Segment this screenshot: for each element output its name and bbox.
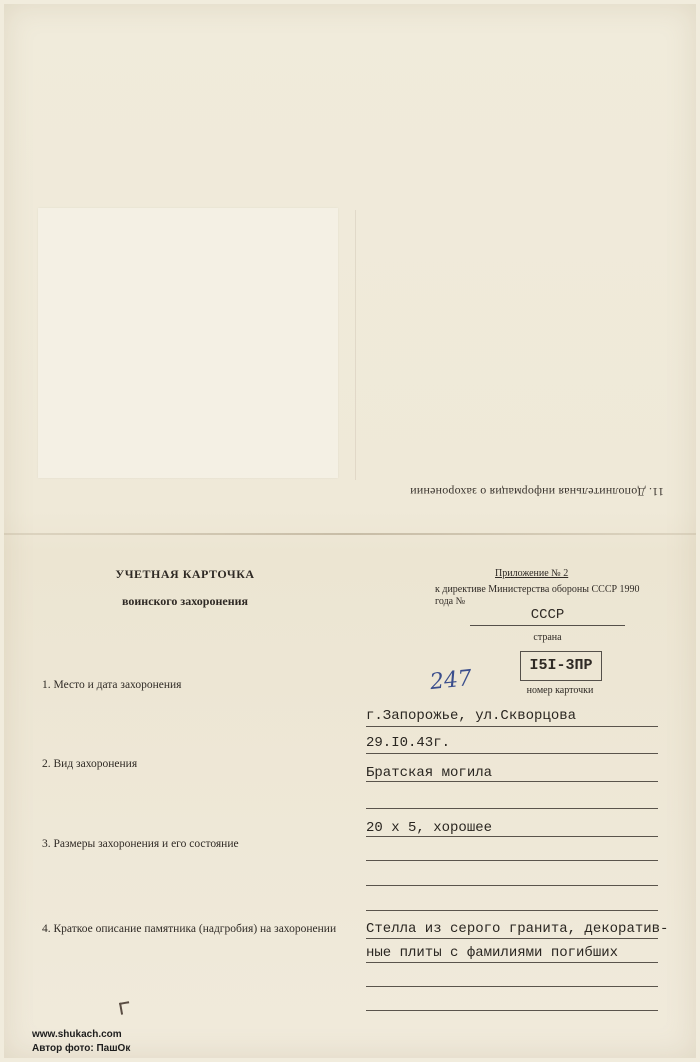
- appendix-label: Приложение № 2: [495, 568, 569, 579]
- watermark-author: Автор фото: ПашОк: [32, 1043, 131, 1054]
- field-4-rule-1: [366, 938, 658, 939]
- back-side-item-11: 11. Дополнительная информация о захоронении: [410, 485, 664, 499]
- ink-mark: [119, 1001, 131, 1015]
- field-2-rule: [366, 781, 658, 782]
- field-3-label: 3. Размеры захоронения и его состояние: [42, 838, 239, 850]
- photo-area-right: [355, 210, 644, 480]
- field-4-rule-2: [366, 962, 658, 963]
- card-subtitle: воинского захоронения: [121, 594, 249, 608]
- field-3-rule-1: [366, 836, 658, 837]
- card-title: УЧЕТНАЯ КАРТОЧКА: [115, 567, 255, 581]
- field-4-rule-4: [366, 1010, 658, 1011]
- document-sheet: [4, 4, 696, 1058]
- field-2-label: 2. Вид захоронения: [42, 758, 138, 770]
- handwritten-number: 247: [428, 665, 474, 696]
- field-1-label: 1. Место и дата захоронения: [42, 679, 182, 691]
- field-4-line-1: Стелла из серого гранита, декоратив-: [366, 921, 669, 937]
- field-1-place: г.Запорожье, ул.Скворцова: [366, 708, 577, 724]
- card-number-caption: номер карточки: [526, 685, 594, 696]
- field-2-rule-extra: [366, 808, 658, 809]
- field-1-date: 29.I0.43г.: [366, 735, 451, 751]
- field-1-rule-2: [366, 753, 658, 754]
- field-4-label: 4. Краткое описание памятника (надгробия) на захоронении: [42, 923, 337, 935]
- field-2-value: Братская могила: [366, 765, 493, 781]
- field-3-value: 20 х 5, хорошее: [366, 820, 493, 836]
- country-caption: страна: [533, 632, 562, 643]
- fold-line: [4, 533, 696, 535]
- photo-area-left: [38, 208, 338, 478]
- field-3-rule-4: [366, 910, 658, 911]
- field-3-rule-2: [366, 860, 658, 861]
- watermark-site: www.shukach.com: [32, 1029, 122, 1040]
- field-4-line-2: ные плиты с фамилиями погибших: [366, 945, 619, 961]
- field-1-rule-1: [366, 726, 658, 727]
- directive-text: к директиве Министерства обороны СССР 1990 года №: [435, 584, 640, 607]
- field-3-rule-3: [366, 885, 658, 886]
- country-value: СССР: [470, 607, 625, 626]
- card-number-box: I5I-3ПР: [520, 651, 602, 681]
- field-4-rule-3: [366, 986, 658, 987]
